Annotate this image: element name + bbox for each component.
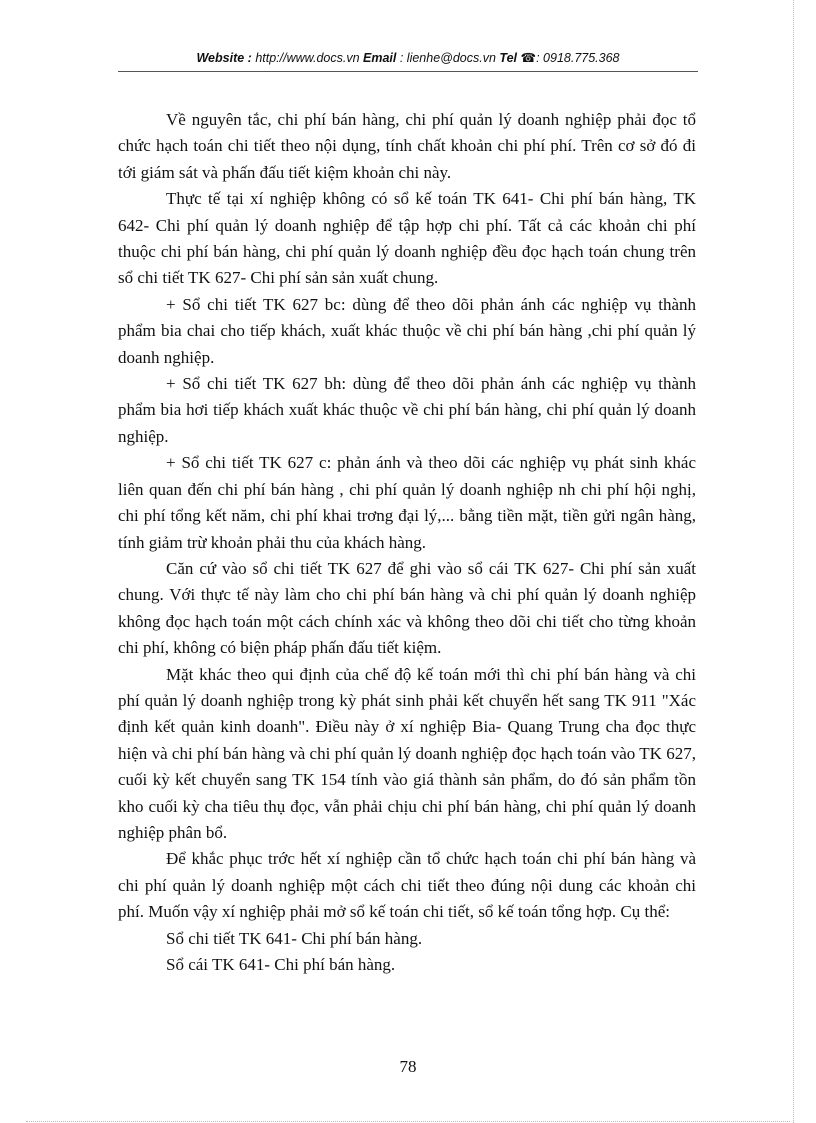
paragraph: Thực tế tại xí nghiệp không có sổ kế toán TK 641- Chi phí bán hàng, TK 642- Chi phí quản lý doanh nghiệp để tập hợp chi phí. Tất cả các khoản chi phí thuộc chi phí bán hàng, chi phí quản lý doanh nghiệp đều đọc hạch toán chung trên sổ chi tiết TK 627- Chi phí sản sản xuất chung. — [118, 189, 696, 288]
list-item: Sổ cái TK 641- Chi phí bán hàng. — [166, 955, 396, 974]
email-value: : lienhe@docs.vn — [399, 51, 496, 65]
paragraph: + Sổ chi tiết TK 627 bh: dùng để theo dõi phản ánh các nghiệp vụ thành phẩm bia hơi tiếp khách xuất khác thuộc về chi phí bán hàng, chi phí quản lý doanh nghiệp. — [118, 374, 696, 446]
header-rule — [118, 71, 698, 72]
right-border — [793, 0, 794, 1123]
page-number: 78 — [399, 1057, 417, 1076]
paragraph: Mặt khác theo qui định của chế độ kế toán mới thì chi phí bán hàng và chi phí quản lý doanh nghiệp trong kỳ phát sinh phải kết chuyển hết sang TK 911 "Xác định kết quản kinh doanh". Điều này ở xí nghiệp Bia- Quang Trung cha đọc thực hiện và chi phí bán hàng và chi phí quản lý doanh nghiệp đọc hạch toán vào TK 627, cuối kỳ kết chuyển sang TK 154 tính vào giá thành sản phẩm, do đó sản phẩm tồn kho cuối kỳ cha tiêu thụ đọc, vẫn phải chịu chi phí bán hàng, chi phí quản lý doanh nghiệp phân bổ. — [118, 664, 696, 842]
page-header — [118, 50, 698, 65]
paragraph: + Sổ chi tiết TK 627 c: phản ánh và theo dõi các nghiệp vụ phát sinh khác liên quan đến chi phí bán hàng , chi phí quản lý doanh nghiệp nh chi phí hội nghị, chi phí tổng kết năm, chi phí khai trơng đại lý,... bằng tiền mặt, tiền gửi ngân hàng, tính giảm trừ khoản phải thu của khách hàng. — [118, 453, 696, 552]
tel-value: : 0918.775.368 — [536, 51, 620, 65]
paragraph: Căn cứ vào sổ chi tiết TK 627 để ghi vào sổ cái TK 627- Chi phí sản xuất chung. Với thực tế này làm cho chi phí bán hàng và chi phí quản lý doanh nghiệp không đọc hạch toán một cách chính xác và không theo dõi chi tiết cho từng khoản chi phí, không có biện pháp phấn đấu tiết kiệm. — [118, 558, 696, 658]
website-label: Website : — [196, 51, 252, 65]
website-value: http://www.docs.vn — [255, 51, 360, 65]
email-label: Email — [363, 51, 397, 65]
paragraph: + Sổ chi tiết TK 627 bc: dùng để theo dõi phản ánh các nghiệp vụ thành phẩm bia chai cho tiếp khách, xuất khác thuộc về chi phí bán hàng ,chi phí quản lý doanh nghiệp. — [118, 294, 696, 367]
phone-icon: ☎ — [520, 51, 537, 65]
paragraph: Về nguyên tắc, chi phí bán hàng, chi phí quản lý doanh nghiệp phải đọc tổ chức hạch toán chi tiết theo nội dụng, tính chất khoản chi phí phí. Trên cơ sở đó đi tới giám sát và phấn đấu tiết kiệm khoản chi này. — [118, 110, 696, 182]
list-item: Sổ chi tiết TK 641- Chi phí bán hàng. — [166, 928, 423, 948]
document-body — [118, 107, 696, 978]
bottom-border — [26, 1121, 790, 1122]
tel-label: Tel — [499, 51, 518, 65]
paragraph: Để khắc phục trớc hết xí nghiệp cần tổ chức hạch toán chi phí bán hàng và chi phí quản lý doanh nghiệp một cách chi tiết theo đúng nội dung các khoản chi phí. Muốn vậy xí nghiệp phải mở sổ kế toán chi tiết, sổ kế toán tổng hợp. Cụ thể: — [118, 849, 696, 922]
